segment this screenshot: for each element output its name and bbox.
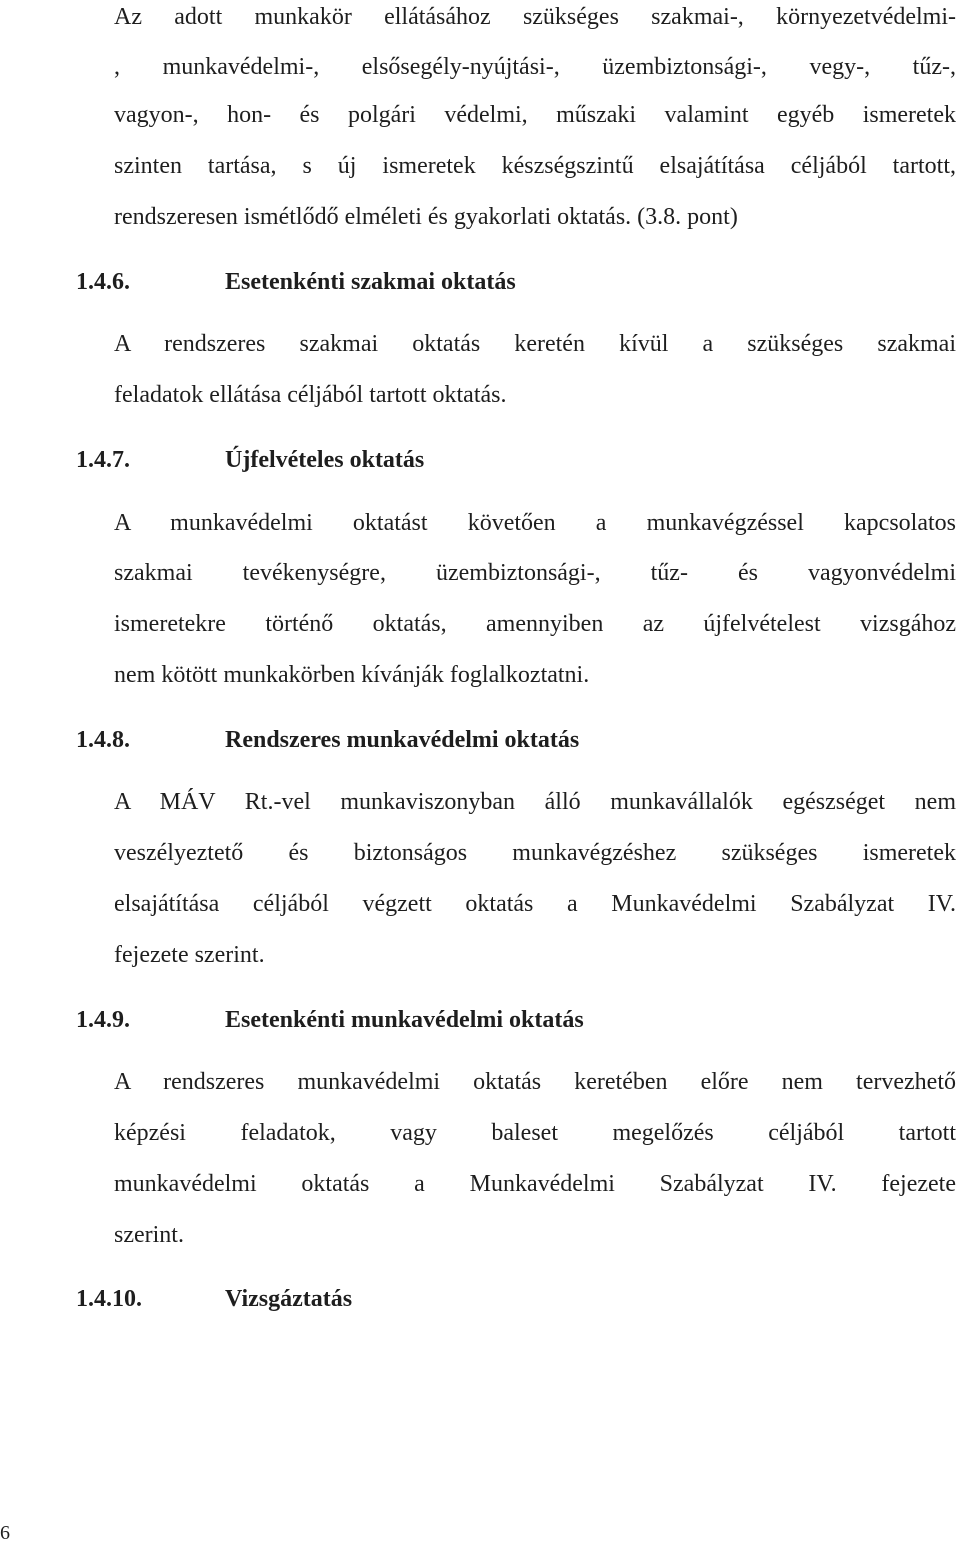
section-heading — [76, 267, 516, 297]
section-title: Rendszeres munkavédelmi oktatás — [225, 727, 580, 753]
body-line: munkavédelmi oktatás a Munkavédelmi Szabályzat IV. fejezete — [114, 1171, 956, 1197]
body-line: feladatok ellátása céljából tartott oktatás. — [114, 382, 507, 408]
section-number: 1.4.6. — [76, 269, 130, 295]
section-heading — [76, 1284, 352, 1314]
body-line: képzési feladatok, vagy baleset megelőzés céljából tartott — [114, 1120, 956, 1146]
body-line: A munkavédelmi oktatást követően a munkavégzéssel kapcsolatos — [114, 510, 956, 536]
body-line: nem kötött munkakörben kívánják foglalkoztatni. — [114, 662, 590, 688]
section-title: Esetenkénti szakmai oktatás — [225, 269, 516, 295]
section-title: Vizsgáztatás — [225, 1286, 353, 1312]
body-line: elsajátítása céljából végzett oktatás a Munkavédelmi Szabályzat IV. — [114, 891, 956, 917]
section-heading — [76, 725, 579, 755]
section-title: Esetenkénti munkavédelmi oktatás — [225, 1007, 584, 1033]
intro-line: szinten tartása, s új ismeretek készségszintű elsajátítása céljából tartott, — [114, 153, 956, 179]
section-number: 1.4.9. — [76, 1007, 130, 1033]
section-number: 1.4.7. — [76, 447, 130, 473]
body-line: ismeretekre történő oktatás, amennyiben az újfelvételest vizsgához — [114, 611, 956, 637]
section-title: Újfelvételes oktatás — [225, 447, 425, 473]
page-number: 6 — [0, 1522, 10, 1544]
intro-line: rendszeresen ismétlődő elméleti és gyakorlati oktatás. (3.8. pont) — [114, 204, 738, 230]
body-line: fejezete szerint. — [114, 942, 265, 968]
intro-line: Az adott munkakör ellátásához szükséges szakmai-, környezetvédelmi- — [114, 4, 956, 30]
section-heading — [76, 445, 424, 475]
section-number: 1.4.10. — [76, 1286, 142, 1312]
body-line: szakmai tevékenységre, üzembiztonsági-, tűz- és vagyonvédelmi — [114, 560, 956, 586]
body-line: veszélyeztető és biztonságos munkavégzéshez szükséges ismeretek — [114, 840, 956, 866]
body-line: szerint. — [114, 1222, 184, 1248]
section-heading — [76, 1005, 584, 1035]
intro-line: , munkavédelmi-, elsősegély-nyújtási-, üzembiztonsági-, vegy-, tűz-, — [114, 54, 956, 80]
body-line: A rendszeres szakmai oktatás keretén kívül a szükséges szakmai — [114, 331, 956, 357]
intro-line: vagyon-, hon- és polgári védelmi, műszaki valamint egyéb ismeretek — [114, 102, 956, 128]
section-number: 1.4.8. — [76, 727, 130, 753]
body-line: A rendszeres munkavédelmi oktatás keretében előre nem tervezhető — [114, 1069, 956, 1095]
body-line: A MÁV Rt.-vel munkaviszonyban álló munkavállalók egészséget nem — [114, 789, 956, 815]
